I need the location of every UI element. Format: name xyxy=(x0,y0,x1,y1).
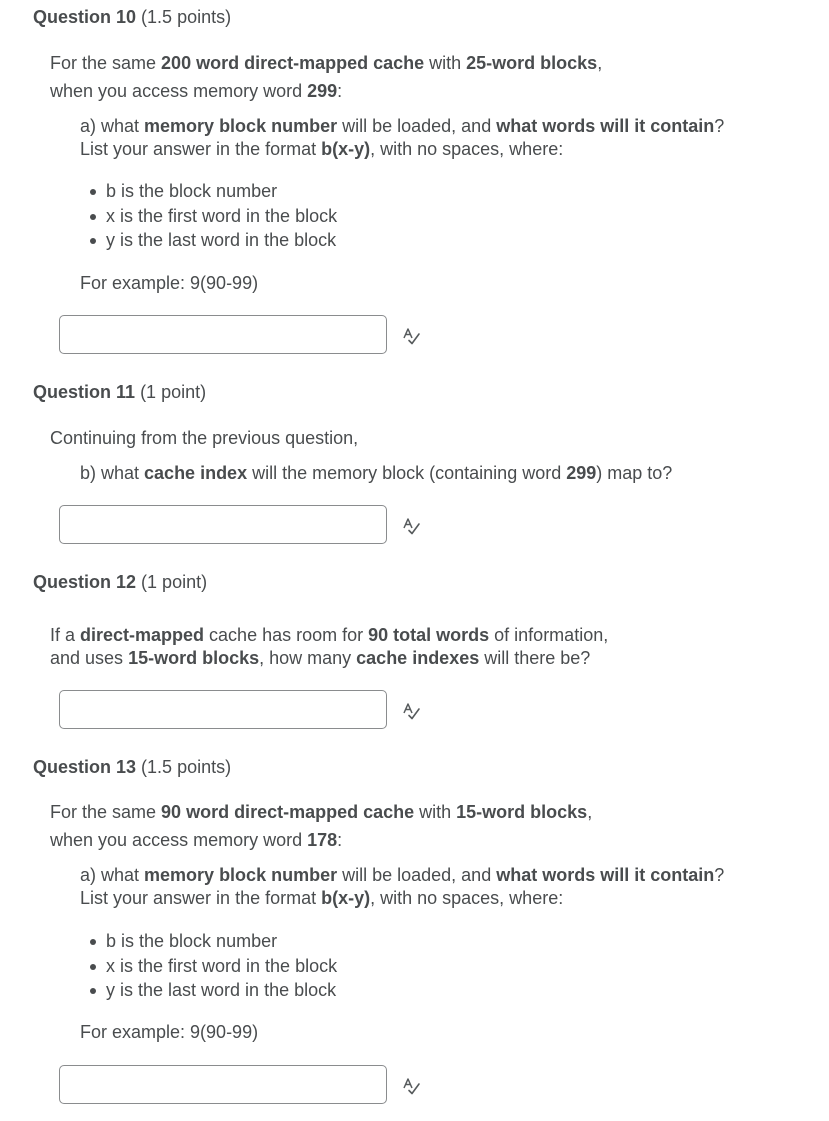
list-item: y is the last word in the block xyxy=(80,229,337,254)
q11-part-b: b) what cache index will the memory block (containing word 299) map to? xyxy=(80,463,673,483)
spell-check-icon[interactable] xyxy=(401,326,421,346)
q13-part-a-line1: a) what memory block number will be loaded, and what words will it contain? xyxy=(80,865,725,885)
question-12-title: Question 12 (1 point) xyxy=(33,572,208,592)
spell-check-icon[interactable] xyxy=(401,516,421,536)
q13-intro-line2: when you access memory word 178: xyxy=(50,830,343,850)
q12-answer-input[interactable] xyxy=(59,690,387,729)
list-item: y is the last word in the block xyxy=(80,979,337,1004)
q13-bullet-list xyxy=(80,930,337,1004)
q12-line1: If a direct-mapped cache has room for 90 total words of information, xyxy=(50,625,609,645)
list-item: b is the block number xyxy=(80,930,337,955)
q13-example: For example: 9(90-99) xyxy=(80,1022,259,1042)
q12-line2: and uses 15-word blocks, how many cache indexes will there be? xyxy=(50,648,591,668)
question-13-title: Question 13 (1.5 points) xyxy=(33,757,232,777)
q10-bullet-list xyxy=(80,180,337,254)
spell-check-icon[interactable] xyxy=(401,701,421,721)
q13-part-a-line2: List your answer in the format b(x-y), with no spaces, where: xyxy=(80,888,564,908)
question-10-title: Question 10 (1.5 points) xyxy=(33,7,232,27)
q10-part-a-line1: a) what memory block number will be loaded, and what words will it contain? xyxy=(80,116,725,136)
list-item: x is the first word in the block xyxy=(80,205,337,230)
q10-answer-input[interactable] xyxy=(59,315,387,354)
q11-intro: Continuing from the previous question, xyxy=(50,428,359,448)
list-item: b is the block number xyxy=(80,180,337,205)
q10-part-a-line2: List your answer in the format b(x-y), with no spaces, where: xyxy=(80,139,564,159)
q13-intro-line1: For the same 90 word direct-mapped cache with 15-word blocks, xyxy=(50,802,593,822)
q13-answer-input[interactable] xyxy=(59,1065,387,1104)
q10-example: For example: 9(90-99) xyxy=(80,273,259,293)
question-11-title: Question 11 (1 point) xyxy=(33,382,207,402)
q11-answer-input[interactable] xyxy=(59,505,387,544)
q10-intro-line2: when you access memory word 299: xyxy=(50,81,343,101)
spell-check-icon[interactable] xyxy=(401,1076,421,1096)
q10-intro-line1: For the same 200 word direct-mapped cache with 25-word blocks, xyxy=(50,53,603,73)
list-item: x is the first word in the block xyxy=(80,955,337,980)
